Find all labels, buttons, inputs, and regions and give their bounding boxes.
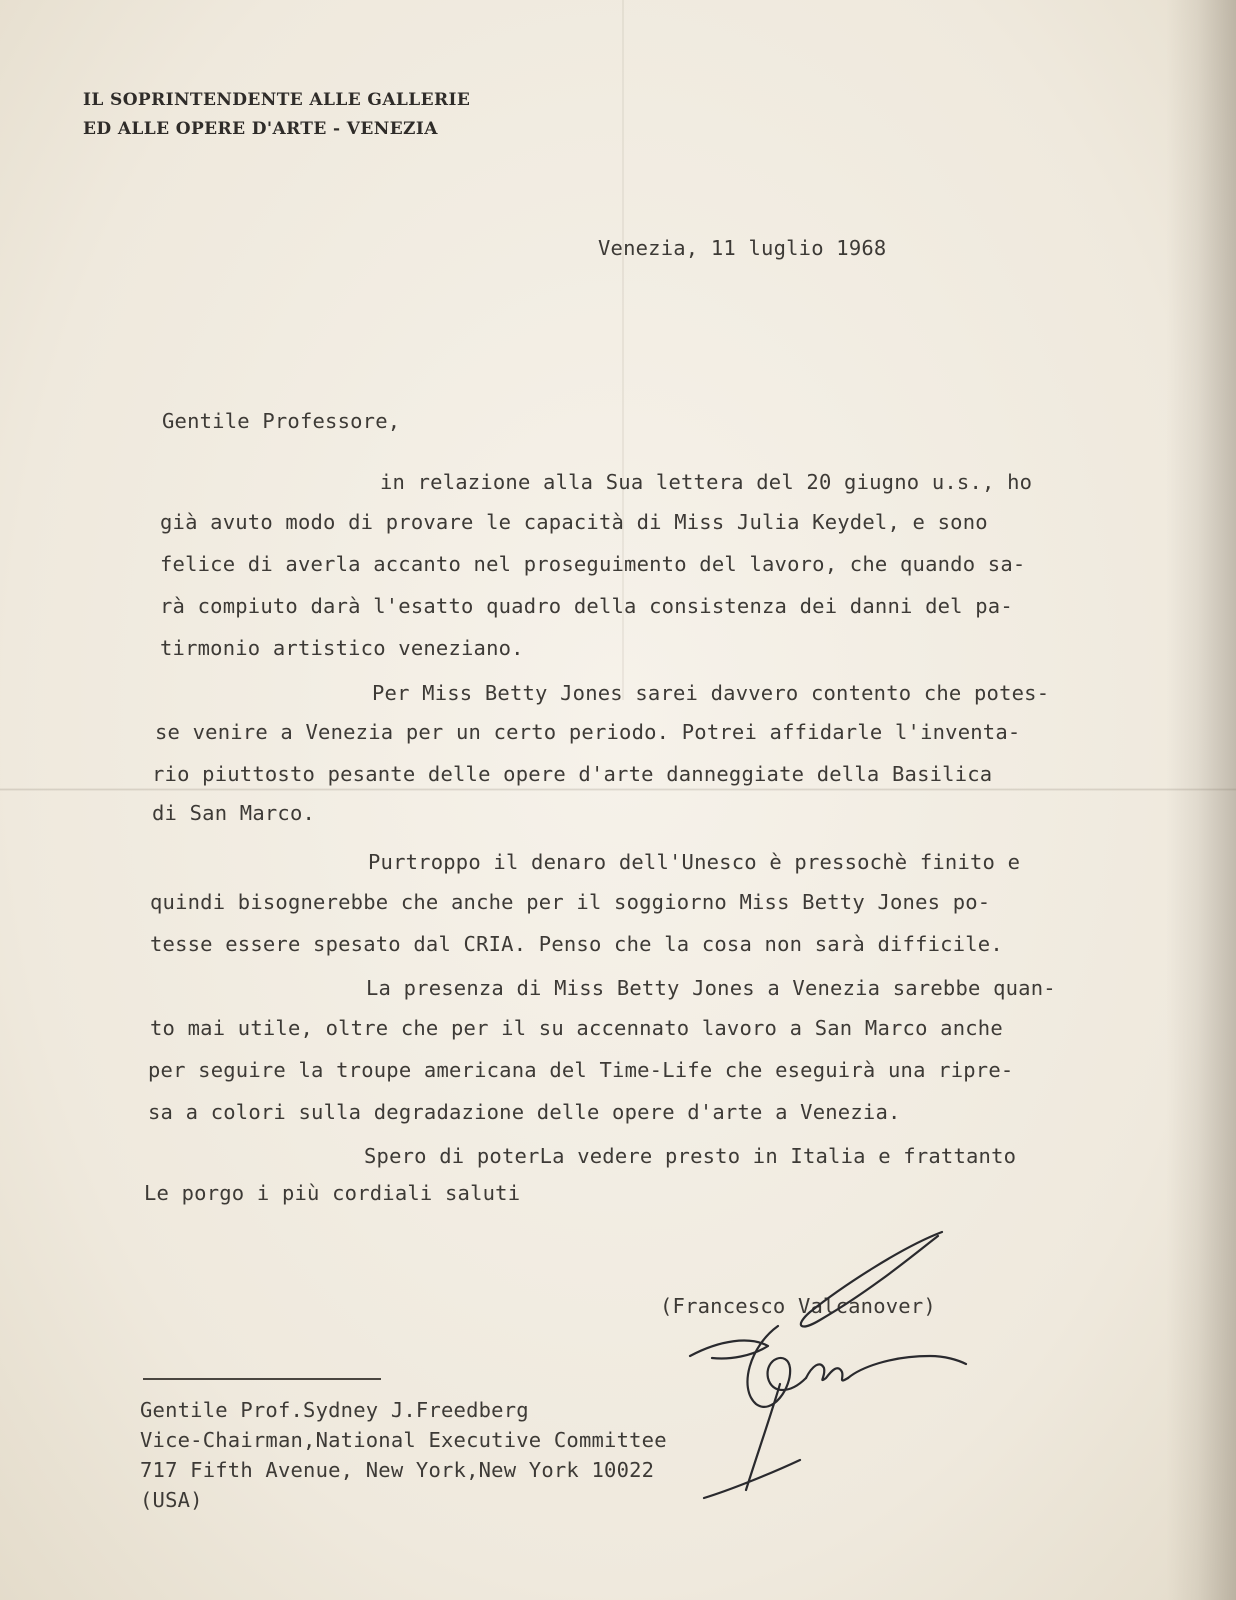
body-line: in relazione alla Sua lettera del 20 giugno u.s., ho <box>380 470 1033 494</box>
letterhead-line-1: IL SOPRINTENDENTE ALLE GALLERIE <box>83 90 471 110</box>
signature-name: (Francesco Valcanover) <box>660 1294 936 1318</box>
body-line: per seguire la troupe americana del Time-Life che eseguirà una ripre- <box>148 1058 1014 1082</box>
letter-date: Venezia, 11 luglio 1968 <box>598 236 887 260</box>
body-line: tirmonio artistico veneziano. <box>160 636 524 660</box>
paper-edge-shadow <box>1166 0 1236 1600</box>
salutation: Gentile Professore, <box>162 409 401 433</box>
recipient-line-4: (USA) <box>140 1488 203 1512</box>
separator-line <box>143 1378 381 1380</box>
body-line: tesse essere spesato dal CRIA. Penso che la cosa non sarà difficile. <box>150 932 1003 956</box>
recipient-line-2: Vice-Chairman,National Executive Committee <box>140 1428 667 1452</box>
body-line: sa a colori sulla degradazione delle opere d'arte a Venezia. <box>148 1100 901 1124</box>
body-line: Le porgo i più cordiali saluti <box>144 1181 521 1205</box>
body-line: Spero di poterLa vedere presto in Italia e frattanto <box>364 1144 1017 1168</box>
body-line: se venire a Venezia per un certo periodo. Potrei affidarle l'inventa- <box>155 720 1021 744</box>
body-line: La presenza di Miss Betty Jones a Venezia sarebbe quan- <box>366 976 1056 1000</box>
body-line: to mai utile, oltre che per il su accennato lavoro a San Marco anche <box>150 1016 1003 1040</box>
fold-crease <box>0 788 1236 791</box>
body-line: Purtroppo il denaro dell'Unesco è pressochè finito e <box>368 850 1021 874</box>
body-line: rà compiuto darà l'esatto quadro della consistenza dei danni del pa- <box>160 594 1013 618</box>
body-line: felice di averla accanto nel proseguimento del lavoro, che quando sa- <box>160 552 1026 576</box>
body-line: rio piuttosto pesante delle opere d'arte danneggiate della Basilica <box>152 762 993 786</box>
recipient-line-1: Gentile Prof.Sydney J.Freedberg <box>140 1398 529 1422</box>
letterhead-line-2: ED ALLE OPERE D'ARTE - VENEZIA <box>83 119 438 139</box>
recipient-line-3: 717 Fifth Avenue, New York,New York 10022 <box>140 1458 655 1482</box>
body-line: quindi bisognerebbe che anche per il soggiorno Miss Betty Jones po- <box>150 890 991 914</box>
body-line: Per Miss Betty Jones sarei davvero contento che potes- <box>372 681 1050 705</box>
body-line: di San Marco. <box>152 801 316 825</box>
handwritten-signature <box>660 1228 990 1508</box>
body-line: già avuto modo di provare le capacità di Miss Julia Keydel, e sono <box>160 510 988 534</box>
